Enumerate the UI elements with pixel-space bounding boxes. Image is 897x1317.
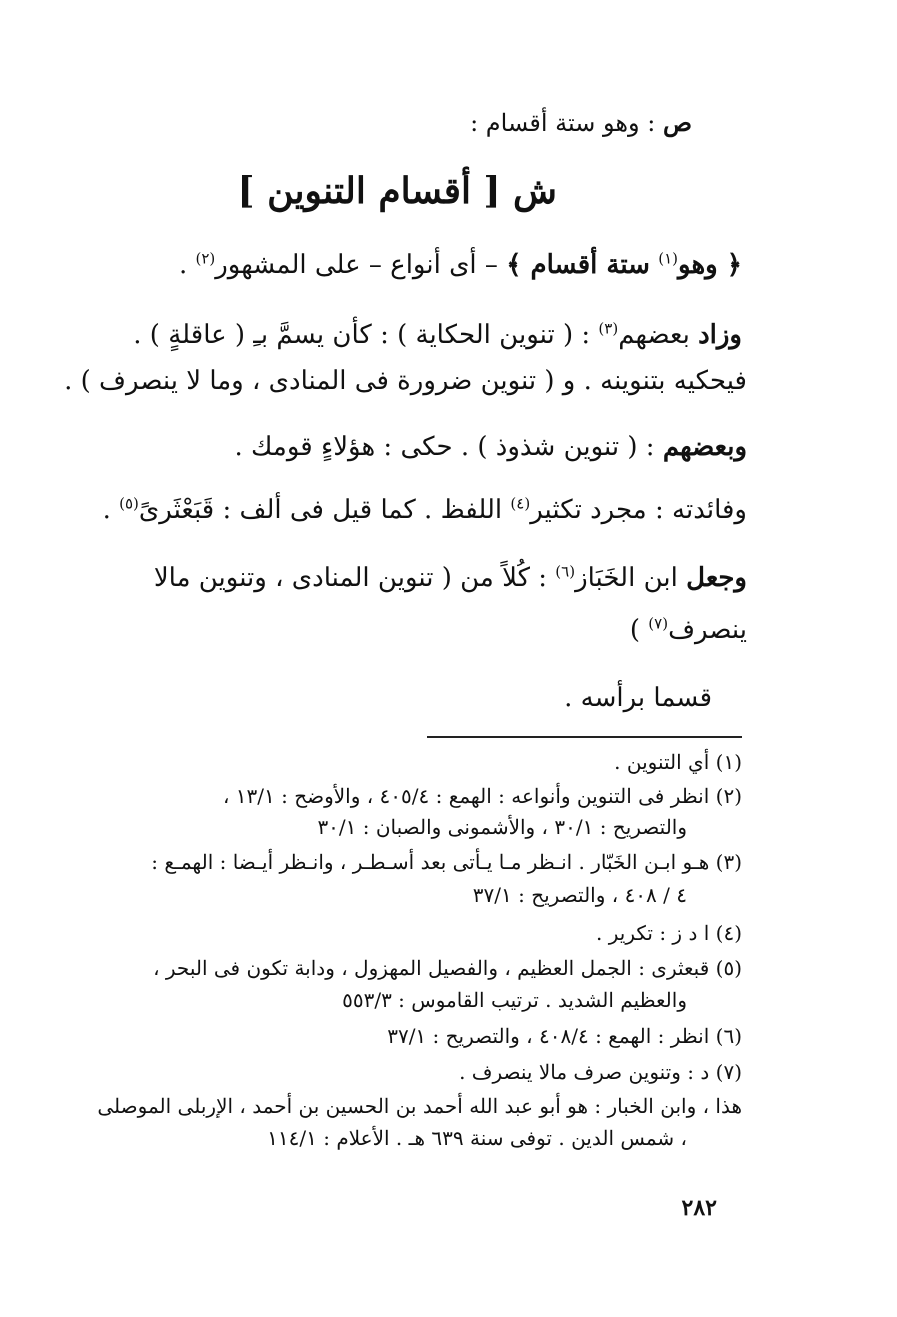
- footnote-ref-4: (٤): [510, 494, 531, 513]
- footnote-2: (٢) انظر فى التنوين وأنواعه : الهمع : ٤٠٥/٤ ، والأوضح : ١٣/١ ،: [222, 784, 742, 808]
- p5-text: ابن الخَبَاز: [575, 563, 678, 593]
- p5-lead: وجعل: [686, 563, 747, 593]
- p2-rest: : ( تنوين الحكاية ) : كأن يسمَّ بـِ ( عاقلةٍ ) .: [133, 320, 591, 350]
- p3-rest: : ( تنوين شذوذ ) . حكى : هؤلاءٍ قومك .: [234, 432, 655, 462]
- p4-rest: اللفظ . كما قيل فى ألف : قَبَعْثَرىً: [138, 495, 503, 525]
- footnote-5: (٥) قبعثرى : الجمل العظيم ، والفصيل المهزول ، ودابة تكون فى البحر ،: [153, 956, 742, 980]
- p1-lead: ﴿ وهو: [678, 250, 742, 280]
- footnote-ref-6: (٦): [555, 562, 576, 581]
- paragraph-2: [133, 320, 742, 350]
- matn-line: [470, 108, 692, 137]
- paragraph-6: قسما برأسه .: [564, 683, 712, 713]
- matn-label: ص: [662, 108, 692, 137]
- paragraph-2-line-2: فيحكيه بتنوينه . و ( تنوين ضرورة فى المنادى ، وما لا ينصرف ) .: [64, 366, 747, 396]
- paragraph-1: [179, 250, 742, 280]
- p1-end: .: [178, 250, 188, 280]
- paragraph-4: [103, 495, 747, 525]
- p2-lead: وزاد: [698, 320, 742, 350]
- footnote-ref-7: (٧): [648, 614, 669, 633]
- section-title: ش [ أقسام التنوين ]: [237, 170, 557, 212]
- p2-text: بعضهم: [618, 320, 690, 350]
- footnote-ref-1: (١): [658, 249, 679, 268]
- p5-rest: : كُلاً من ( تنوين المنادى ، وتنوين مالا: [153, 563, 548, 593]
- footnote-3-cont: ٤ / ٤٠٨ ، والتصريح : ٣٧/١: [472, 883, 687, 907]
- footnote-3: (٣) هـو ابـن الخَبّار . انـظر مـا يـأتى بعد أسـطـر ، وانـظر أيـضا : الهمـع :: [151, 850, 742, 874]
- footnote-4: (٤) ا د ز : تكرير .: [596, 921, 742, 945]
- p5-line2: ينصرف: [668, 615, 747, 645]
- footnote-ref-5: (٥): [119, 494, 139, 513]
- footnote-ref-2: (٢): [195, 249, 216, 268]
- footnote-2-cont: والتصريح : ٣٠/١ ، والأشمونى والصبان : ٣٠/١: [317, 815, 687, 839]
- footnote-7: (٧) د : وتنوين صرف مالا ينصرف .: [459, 1060, 742, 1084]
- paragraph-5: [154, 563, 747, 593]
- footnote-7-extra: هذا ، وابن الخبار : هو أبو عبد الله أحمد بن الحسين بن أحمد ، الإربلى الموصلى: [97, 1094, 742, 1118]
- p5-line2-end: ): [629, 615, 641, 645]
- paragraph-5-line-2: [630, 615, 747, 645]
- matn-text: : وهو ستة أقسام :: [470, 109, 656, 137]
- p3-lead: وبعضهم: [662, 432, 747, 462]
- p4-text: وفائدته : مجرد تكثير: [530, 495, 747, 525]
- p4-end: .: [102, 495, 111, 525]
- footnote-divider: [427, 736, 742, 738]
- footnote-1: (١) أي التنوين .: [614, 750, 742, 774]
- p1-rest: – أى أنواع – على المشهور: [215, 250, 498, 280]
- page-number: ٢٨٢: [681, 1195, 717, 1221]
- paragraph-3: [234, 432, 747, 462]
- footnote-5-cont: والعظيم الشديد . ترتيب القاموس : ٥٥٣/٣: [342, 988, 687, 1012]
- footnote-ref-3: (٣): [598, 319, 619, 338]
- footnote-7-extra-cont: ، شمس الدين . توفى سنة ٦٣٩ هـ . الأعلام : ١١٤/١: [267, 1126, 687, 1150]
- footnote-6: (٦) انظر : الهمع : ٤٠٨/٤ ، والتصريح : ٣٧/١: [387, 1024, 742, 1048]
- p1-bold: ستة أقسام ﴾: [506, 250, 650, 280]
